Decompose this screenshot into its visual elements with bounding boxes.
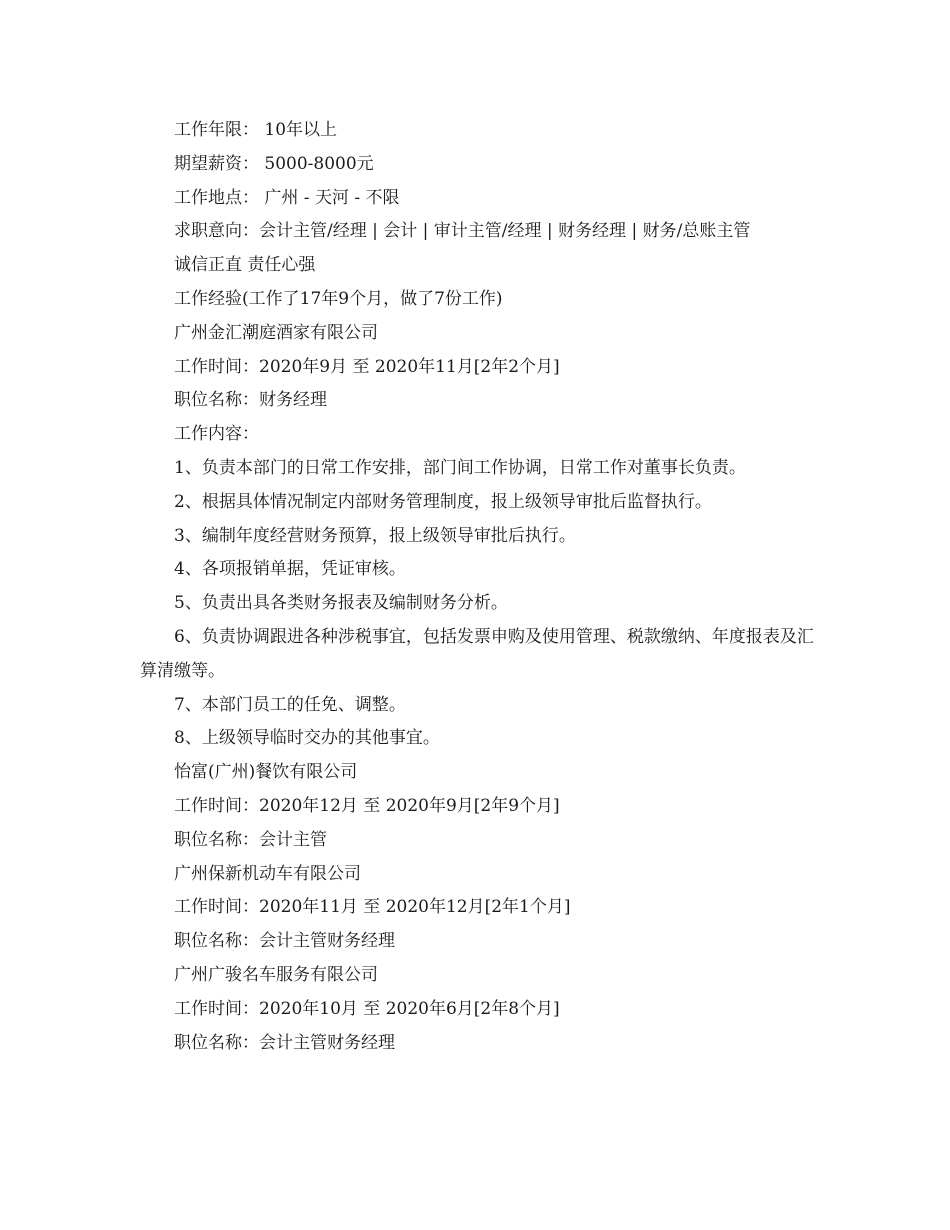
company-name: 广州广骏名车服务有限公司: [174, 964, 378, 985]
experience-heading: 工作经验(工作了17年9个月，做了7份工作): [174, 288, 503, 309]
duty-item: 3、编制年度经营财务预算，报上级领导审批后执行。: [174, 525, 576, 546]
self-evaluation: 诚信正直 责任心强: [174, 255, 316, 276]
duty-item: 1、负责本部门的日常工作安排，部门间工作协调，日常工作对董事长负责。: [174, 457, 746, 478]
duty-item: 8、上级领导临时交办的其他事宜。: [174, 728, 440, 749]
duty-item: 2、根据具体情况制定内部财务管理制度，报上级领导审批后监督执行。: [174, 491, 712, 512]
company-name: 广州保新机动车有限公司: [174, 863, 361, 884]
resume-body: [140, 114, 820, 1060]
position-title: 职位名称：会计主管财务经理: [174, 931, 395, 952]
duty-item: 7、本部门员工的任免、调整。: [174, 694, 406, 715]
company-name: 广州金汇潮庭酒家有限公司: [174, 322, 378, 343]
work-period: 工作时间：2020年12月 至 2020年9月[2年9个月]: [174, 795, 560, 816]
duty-item: 5、负责出具各类财务报表及编制财务分析。: [174, 593, 508, 614]
position-title: 职位名称：会计主管: [174, 829, 327, 850]
position-title: 职位名称：会计主管财务经理: [174, 1032, 395, 1053]
company-name: 怡富(广州)餐饮有限公司: [174, 762, 358, 783]
work-period: 工作时间：2020年9月 至 2020年11月[2年2个月]: [174, 356, 560, 377]
work-period: 工作时间：2020年10月 至 2020年6月[2年8个月]: [174, 998, 560, 1019]
duty-item: 4、各项报销单据，凭证审核。: [174, 559, 406, 580]
expected-salary: 期望薪资： 5000-8000元: [174, 153, 374, 174]
work-period: 工作时间：2020年11月 至 2020年12月[2年1个月]: [174, 897, 571, 918]
duties-heading: 工作内容：: [174, 424, 259, 445]
work-location: 工作地点： 广州 - 天河 - 不限: [174, 187, 400, 208]
job-intention: 求职意向：会计主管/经理 | 会计 | 审计主管/经理 | 财务经理 | 财务/总账主管: [174, 221, 751, 242]
duty-item: 6、负责协调跟进各种涉税事宜，包括发票申购及使用管理、税款缴纳、年度报表及汇算清缴等。: [140, 626, 814, 681]
work-years: 工作年限： 10年以上: [174, 120, 338, 140]
position-title: 职位名称：财务经理: [174, 390, 327, 411]
